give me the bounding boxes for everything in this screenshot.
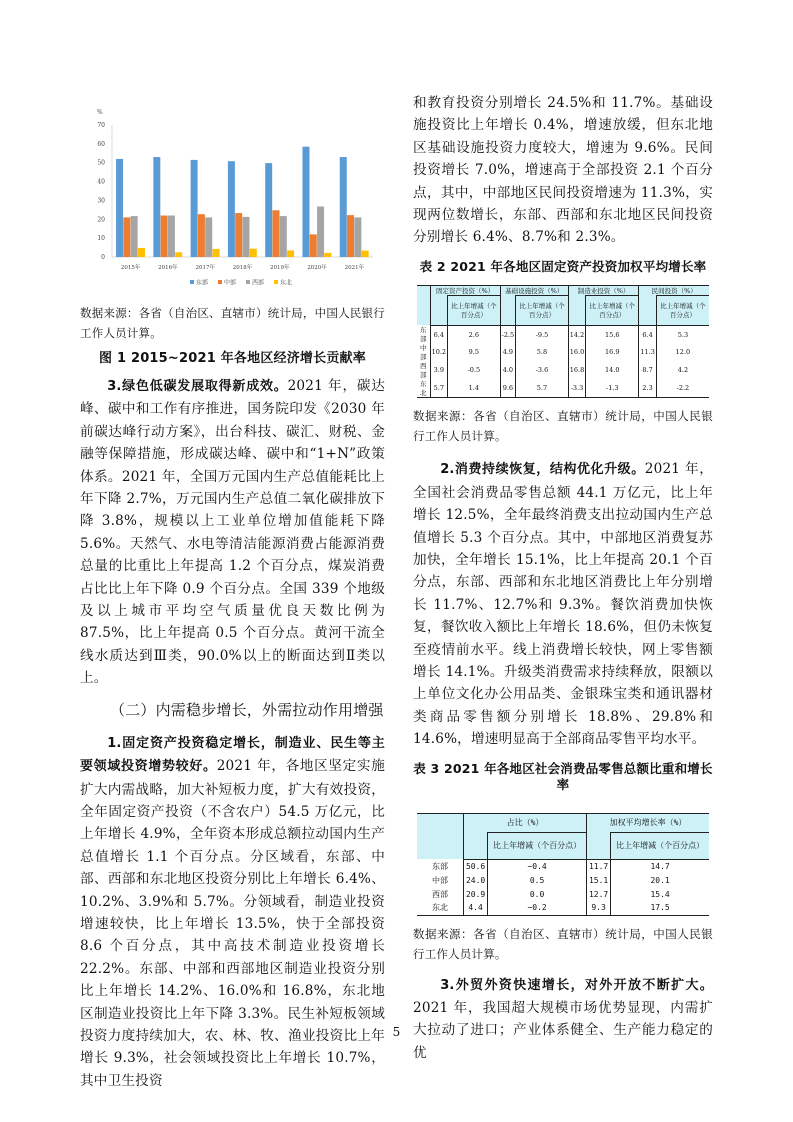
right-column xyxy=(413,92,713,1064)
table-cell: 14.0 xyxy=(586,361,639,379)
table-cell: 4.4 xyxy=(464,901,488,915)
y-tick-label: 10 xyxy=(97,235,105,243)
table-cell: 16.8 xyxy=(568,361,585,379)
table-cell: 15.4 xyxy=(611,887,709,901)
bar-西部 xyxy=(168,216,175,257)
row-label: 东部 xyxy=(432,861,448,871)
table-cell: 50.6 xyxy=(464,859,488,873)
table-cell: 5.7 xyxy=(516,379,569,398)
table-cell: 15.6 xyxy=(586,325,639,343)
x-tick-label: 2020年 xyxy=(307,265,327,271)
table-row xyxy=(417,859,709,873)
bar-西部 xyxy=(354,217,361,257)
legend-swatch xyxy=(274,280,278,284)
table-cell: 9.3 xyxy=(587,901,611,915)
legend-swatch xyxy=(218,280,222,284)
row-label: 西部 xyxy=(420,362,427,380)
table-cell: −0.4 xyxy=(488,859,587,873)
table-cell: 4.2 xyxy=(656,361,709,379)
table-cell: 15.1 xyxy=(587,873,611,887)
bar-东部 xyxy=(116,159,123,257)
table-subheader: 比上年增减（个百分点） xyxy=(516,295,569,325)
bar-东部 xyxy=(302,147,309,257)
legend-label: 东部 xyxy=(196,279,209,287)
table-header: 固定资产投资（%） xyxy=(430,285,500,295)
paragraph-body: 2021 年，全国社会消费品零售总额 44.1 万亿元，比上年增长 12.5%，全年最终消费支出拉动国内生产总值增长 5.3 个百分点。其中，中部地区消费复苏加快，全年增长 15.1%，比上年提高 20.1 个百分点，东部、西部和东北地区消费比上年分别增长 11.7%、12.7%和 9.3%。餐饮消费加快恢复，餐饮收入额比上年增长 18.6%，但仍未恢复至疫情前水平。线上消费增长较快，网上零售额增长 14.1%。升级类消费需求持续释放，限额以上单位文化办公用品类、金银珠宝类和通讯器材类商品零售额分别增长 18.8%、29.8%和 14.6%，增速明显高于全部商品零售平均水平。 xyxy=(413,461,713,748)
table-cell: 2.6 xyxy=(448,325,501,343)
table-3 xyxy=(417,813,709,916)
bar-东部 xyxy=(153,157,160,257)
bar-西部 xyxy=(243,217,250,257)
figure-1-caption: 图 1 2015~2021 年各地区经济增长贡献率 xyxy=(99,351,366,366)
bar-西部 xyxy=(317,206,324,257)
table-cell: 5.7 xyxy=(430,379,447,398)
x-tick-label: 2018年 xyxy=(232,265,253,271)
table-cell: 3.9 xyxy=(430,361,447,379)
table-cell: 4.9 xyxy=(500,343,516,361)
bar-西部 xyxy=(280,216,287,257)
x-tick-label: 2016年 xyxy=(158,265,178,271)
bar-东部 xyxy=(228,161,235,257)
table-cell: 1.4 xyxy=(448,379,501,398)
legend-label: 东北 xyxy=(280,279,293,287)
paragraph-investment-continued: 和教育投资分别增长 24.5%和 11.7%。基础设施投资比上年增长 0.4%，增速放缓，但东北地区基础设施投资力度较大，增速为 9.6%。民间投资增长 7.0%，增速高于全部投资 2.1 个百分点，其中，中部地区民间投资增速为 11.3%，实现两位数增长，东部、西部和东北地区民间投资分别增长 6.4%、8.7%和 2.3%。 xyxy=(413,95,713,246)
row-label: 东北 xyxy=(420,380,427,398)
table-cell: 11.7 xyxy=(587,859,611,873)
table-cell: -0.5 xyxy=(448,361,501,379)
table-cell: 11.3 xyxy=(639,343,656,361)
table-2-title: 表 2 2021 年各地区固定资产投资加权平均增长率 xyxy=(419,258,707,274)
table-row xyxy=(417,325,709,343)
bar-中部 xyxy=(161,216,168,257)
table-cell: 5.3 xyxy=(656,325,709,343)
table-cell: 24.0 xyxy=(464,873,488,887)
table-row xyxy=(417,901,709,915)
table-cell: 8.7 xyxy=(639,361,656,379)
table-cell: -2.2 xyxy=(656,379,709,398)
x-tick-label: 2017年 xyxy=(195,265,215,271)
table-cell: 4.0 xyxy=(500,361,516,379)
table-cell: -9.5 xyxy=(516,325,569,343)
paragraph-lead: 3.外贸外资快速增长，对外开放不断扩大。 xyxy=(440,977,713,993)
table-subheader: 比上年增减（个百分点） xyxy=(488,832,587,859)
table-subheader: 比上年增减（个百分点） xyxy=(586,295,639,325)
bar-东北 xyxy=(138,248,145,257)
bar-东部 xyxy=(340,157,347,257)
paragraph-body: 2021 年，碳达峰、碳中和工作有序推进，国务院印发《2030 年前碳达峰行动方案》，出台科技、碳汇、财税、金融等保障措施，形成碳达峰、碳中和“1+N”政策体系。2021 年，全国万元国内生产总值能耗比上年下降 2.7%，万元国内生产总值二氧化碳排放下降 3.8%，规模以上工业单位增加值能耗下降 5.6%。天然气、水电等清洁能源消费占能源消费总量的比重比上年提高 1.2 个百分点，煤炭消费占比比上年下降 0.9 个百分点。全国 339 个地级及以上城市平均空气质量优良天数比例为 87.5%，比上年提高 0.5 个百分点。黄河干流全线水质达到Ⅲ类，90.0%以上的断面达到Ⅱ类以上。 xyxy=(80,378,385,687)
paragraph-lead: 2.消费持续恢复，结构优化升级。 xyxy=(440,462,645,478)
bar-东北 xyxy=(287,250,294,257)
bar-西部 xyxy=(131,216,138,257)
bar-东北 xyxy=(213,249,220,257)
table-subheader: 比上年增减（个百分点） xyxy=(656,295,709,325)
table-cell: 14.7 xyxy=(611,859,709,873)
y-tick-label: 20 xyxy=(97,216,105,224)
table-cell: -3.6 xyxy=(516,361,569,379)
legend-swatch xyxy=(246,280,250,284)
table-header: 加权平均增长率（%） xyxy=(587,813,710,832)
table-cell: 9.5 xyxy=(448,343,501,361)
paragraph-foreign-trade xyxy=(413,974,713,1065)
table-cell: 2.3 xyxy=(639,379,656,398)
legend-label: 中部 xyxy=(224,279,237,287)
table-cell: 17.5 xyxy=(611,901,709,915)
table-header: 占比（%） xyxy=(464,813,587,832)
table-cell: 9.6 xyxy=(500,379,516,398)
legend-label: 西部 xyxy=(252,279,265,287)
y-tick-label: 30 xyxy=(97,197,105,205)
table-row xyxy=(417,343,709,361)
row-label: 东北 xyxy=(432,903,448,913)
table-cell: 5.8 xyxy=(516,343,569,361)
bar-西部 xyxy=(205,217,212,257)
table-row xyxy=(417,379,709,398)
row-label: 西部 xyxy=(432,889,448,899)
table-2-source: 数据来源：各省（自治区、直辖市）统计局，中国人民银行工作人员计算。 xyxy=(413,409,713,444)
table-cell: 0.0 xyxy=(488,887,587,901)
table-cell: 12.0 xyxy=(656,343,709,361)
table-subheader: 比上年增减（个百分点） xyxy=(448,295,501,325)
paragraph-lead: 1.固定资产投资稳定增长，制造业、民生等主要领域投资增势较好。 xyxy=(80,735,385,775)
paragraph-body: 2021 年，各地区坚定实施扩大内需战略，加大补短板力度，扩大有效投资，全年固定资产投资（不含农户）54.5 万亿元，比上年增长 4.9%，全年资本形成总额拉动国内生产总值增长 1.1 个百分点。分区域看，东部、中部、西部和东北地区投资分别比上年增长 6.4%、10.2%、3.9%和 5.7%。分领域看，制造业投资增速较快，比上年增长 13.5%，快于全部投资 8.6 个百分点，其中高技术制造业投资增长 22.2%。东部、中部和西部地区制造业投资分别比上年增长 14.2%、16.0%和 16.8%，东北地区制造业投资比上年下降 3.3%。民生补短板领域投资力度持续加大，农、林、牧、渔业投资比上年增长 9.3%，社会领域投资比上年增长 10.7%，其中卫生投资 xyxy=(80,758,385,1089)
page-number: 5 xyxy=(392,1025,401,1039)
table-row xyxy=(417,361,709,379)
paragraph-green-development xyxy=(80,375,385,690)
row-label: 中部 xyxy=(420,344,427,362)
table-cell: -1.3 xyxy=(586,379,639,398)
table-header: 制造业投资（%） xyxy=(568,285,639,295)
table-cell: −0.2 xyxy=(488,901,587,915)
y-tick-label: 0 xyxy=(101,254,105,261)
table-cell: 12.7 xyxy=(587,887,611,901)
x-tick-label: 2015年 xyxy=(120,265,141,271)
bar-中部 xyxy=(272,210,279,257)
table-row xyxy=(417,887,709,901)
bar-中部 xyxy=(123,217,130,257)
x-tick-label: 2019年 xyxy=(270,265,290,271)
table-cell: 6.4 xyxy=(639,325,656,343)
bar-东部 xyxy=(191,160,198,257)
table-cell: 14.2 xyxy=(568,325,585,343)
table-cell: 10.2 xyxy=(430,343,447,361)
table-row xyxy=(417,873,709,887)
section-heading: （二）内需稳步增长，外需拉动作用增强 xyxy=(110,700,384,719)
bar-东北 xyxy=(324,253,331,257)
table-cell: 6.4 xyxy=(430,325,447,343)
bar-东北 xyxy=(175,252,182,257)
table-header: 基础设施投资（%） xyxy=(500,285,568,295)
bar-东北 xyxy=(250,249,257,257)
paragraph-body: 2021 年，我国超大规模市场优势显现，内需扩大拉动了进口；产业体系健全、生产能力稳定的优 xyxy=(413,1000,713,1061)
bar-中部 xyxy=(347,215,354,257)
y-tick-label: 70 xyxy=(97,122,105,129)
y-axis-unit: % xyxy=(97,109,103,116)
bar-东北 xyxy=(362,251,369,257)
y-tick-label: 60 xyxy=(97,140,105,148)
left-column xyxy=(80,100,385,1092)
table-cell: 16.9 xyxy=(586,343,639,361)
figure-1-chart xyxy=(85,100,385,300)
table-cell: 16.0 xyxy=(568,343,585,361)
table-cell: -3.3 xyxy=(568,379,585,398)
table-3-title: 表 3 2021 年各地区社会消费品零售总额比重和增长率 xyxy=(413,760,713,792)
bar-中部 xyxy=(235,213,242,257)
paragraph-consumption xyxy=(413,458,713,750)
table-subheader: 比上年增减（个百分点） xyxy=(611,832,709,859)
bar-中部 xyxy=(198,214,205,257)
table-cell: 0.5 xyxy=(488,873,587,887)
x-tick-label: 2021年 xyxy=(344,265,365,271)
y-tick-label: 50 xyxy=(97,159,105,167)
table-3-source: 数据来源：各省（自治区、直辖市）统计局，中国人民银行工作人员计算。 xyxy=(413,926,713,961)
legend-swatch xyxy=(190,280,194,284)
row-label: 东部 xyxy=(420,326,427,344)
table-2 xyxy=(417,285,709,399)
y-tick-label: 40 xyxy=(97,178,105,186)
table-cell: -2.5 xyxy=(500,325,516,343)
row-label: 中部 xyxy=(432,875,448,885)
bar-中部 xyxy=(310,234,317,257)
figure-1-source: 数据来源：各省（自治区、直辖市）统计局，中国人民银行工作人员计算。 xyxy=(80,306,385,340)
table-cell: 20.9 xyxy=(464,887,488,901)
bar-东部 xyxy=(265,163,272,257)
table-header: 民间投资（%） xyxy=(639,285,709,295)
paragraph-lead: 3.绿色低碳发展取得新成效。 xyxy=(107,379,288,394)
table-cell: 20.1 xyxy=(611,873,709,887)
